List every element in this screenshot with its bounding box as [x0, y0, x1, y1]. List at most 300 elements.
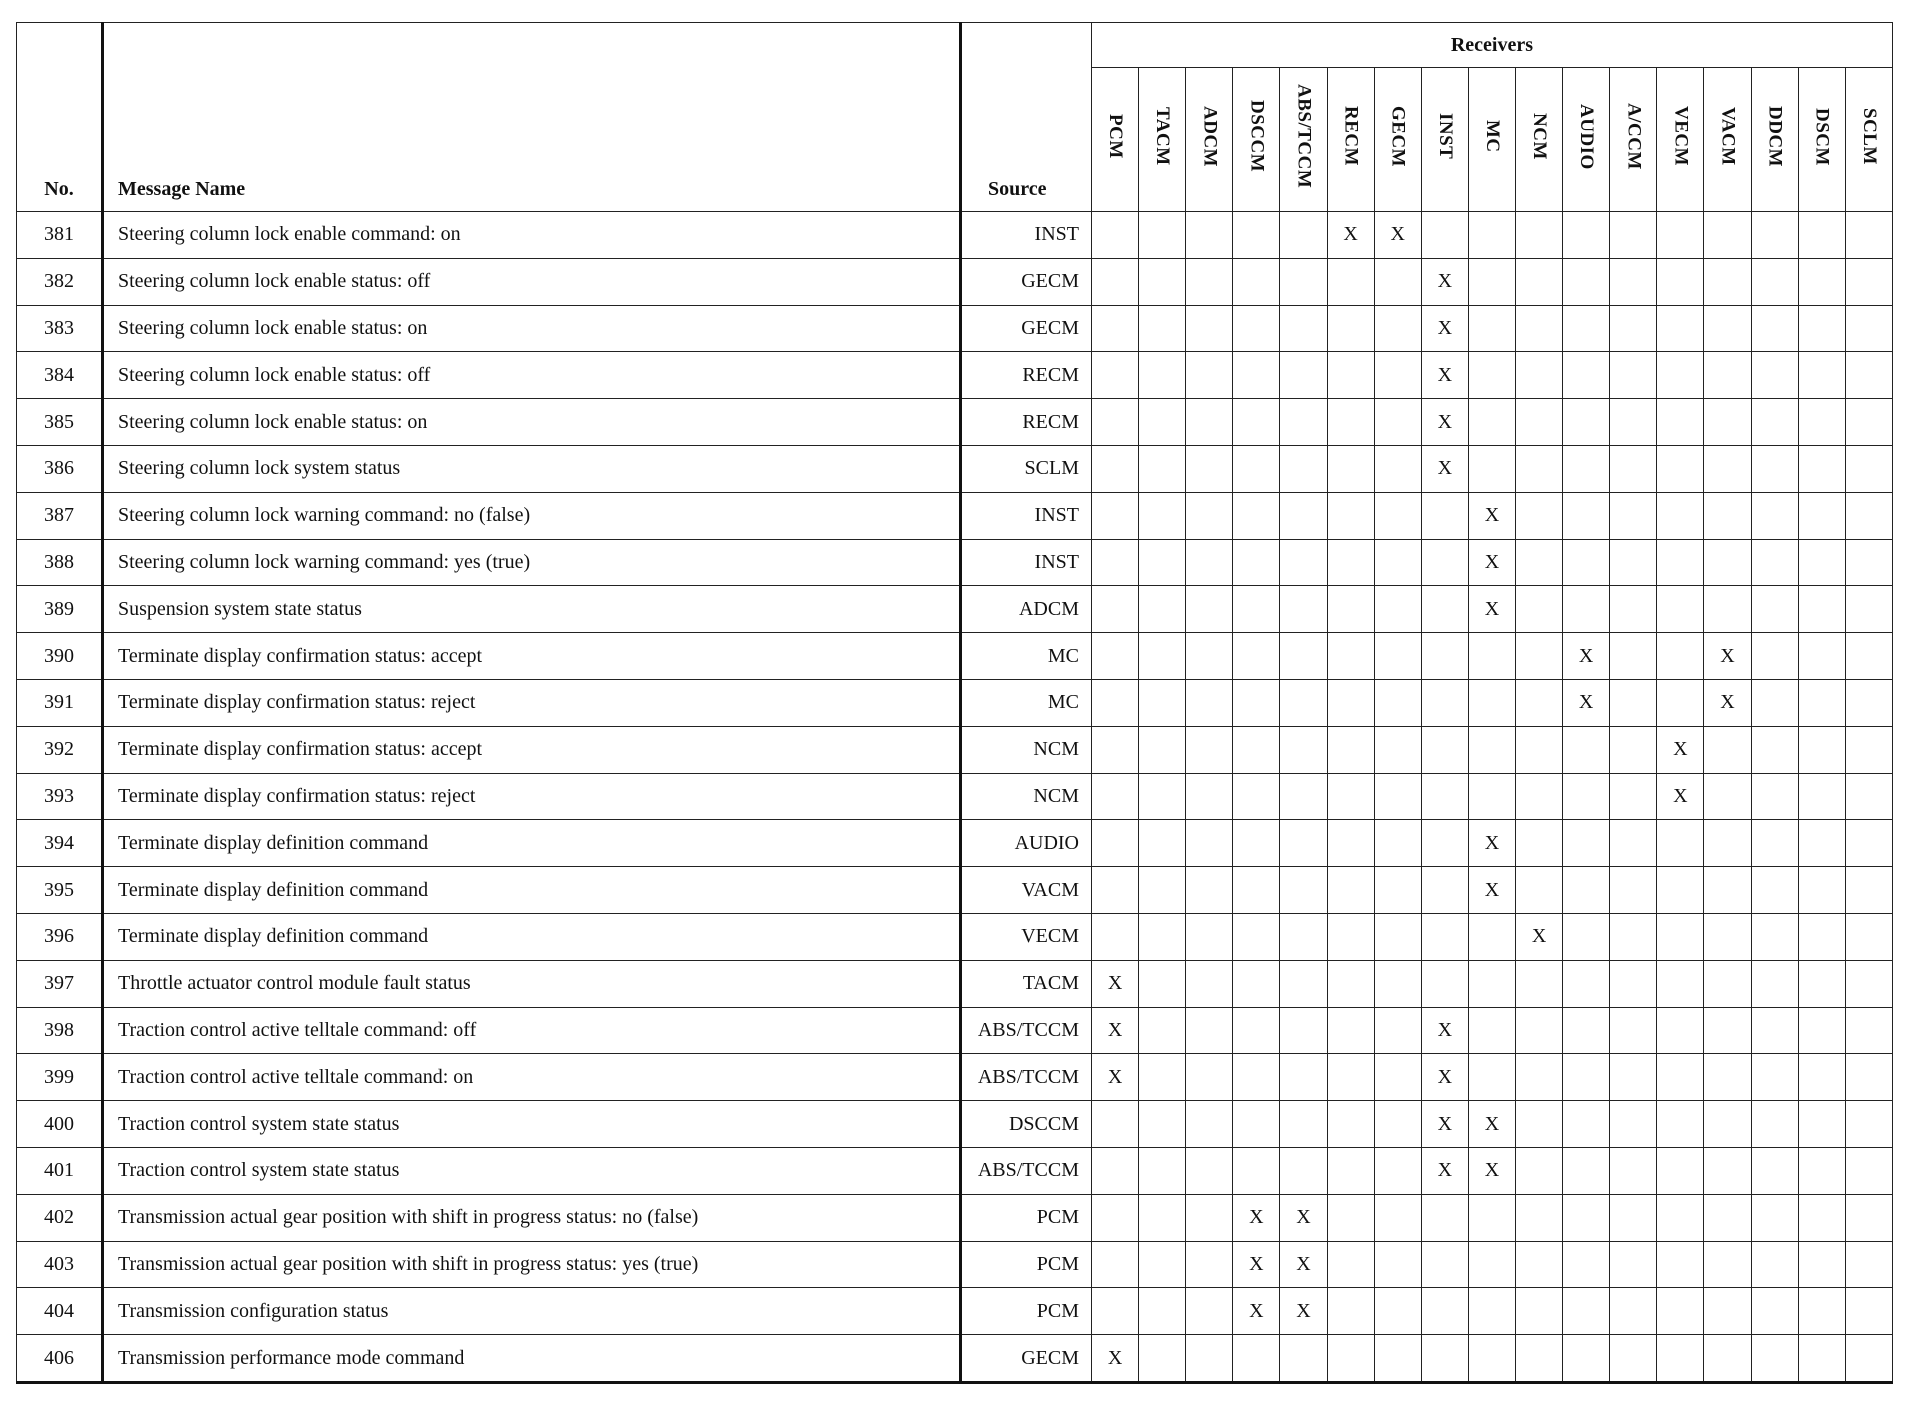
receiver-header-ddcm: [1751, 68, 1798, 212]
receiver-cell-abs-tccm: [1280, 258, 1327, 305]
table-row: [17, 1335, 1893, 1383]
table-row: [17, 586, 1893, 633]
receiver-cell-dscm: [1798, 773, 1845, 820]
receiver-cell-dscm: [1798, 1241, 1845, 1288]
receiver-cell-audio: [1563, 352, 1610, 399]
table-body: [17, 212, 1893, 1383]
receiver-cell-dscm: [1798, 352, 1845, 399]
receiver-cell-audio: [1563, 586, 1610, 633]
receiver-cell-abs-tccm: [1280, 1335, 1327, 1383]
receiver-cell-inst: [1421, 586, 1468, 633]
receiver-label: AUDIO: [1576, 103, 1598, 170]
receiver-cell-recm: [1327, 1241, 1374, 1288]
receiver-cell-mc: [1468, 679, 1515, 726]
receiver-cell-dscm: [1798, 212, 1845, 259]
receiver-cell-mc: X: [1468, 539, 1515, 586]
receiver-cell-vacm: [1704, 913, 1751, 960]
receiver-cell-inst: X: [1421, 1147, 1468, 1194]
receiver-cell-ddcm: [1751, 1054, 1798, 1101]
receiver-cell-vacm: [1704, 492, 1751, 539]
receiver-cell-abs-tccm: [1280, 867, 1327, 914]
receiver-cell-abs-tccm: [1280, 586, 1327, 633]
receiver-cell-adcm: [1186, 773, 1233, 820]
receiver-cell-tacm: [1139, 1241, 1186, 1288]
receiver-cell-vacm: [1704, 1241, 1751, 1288]
receiver-header-pcm: [1092, 68, 1139, 212]
row-number: 406: [17, 1335, 103, 1383]
receiver-cell-mc: [1468, 773, 1515, 820]
source-module: AUDIO: [961, 820, 1092, 867]
table-row: [17, 352, 1893, 399]
receiver-cell-inst: [1421, 212, 1468, 259]
receiver-cell-mc: [1468, 212, 1515, 259]
receiver-cell-pcm: [1092, 867, 1139, 914]
receiver-cell-a-ccm: [1610, 445, 1657, 492]
receiver-cell-ncm: [1515, 1241, 1562, 1288]
receiver-cell-sclm: [1845, 212, 1892, 259]
receiver-cell-audio: [1563, 726, 1610, 773]
receiver-cell-ddcm: [1751, 679, 1798, 726]
row-number: 399: [17, 1054, 103, 1101]
receiver-cell-a-ccm: [1610, 492, 1657, 539]
receiver-cell-inst: X: [1421, 1054, 1468, 1101]
receiver-cell-audio: [1563, 1007, 1610, 1054]
receiver-cell-a-ccm: [1610, 867, 1657, 914]
receiver-cell-ncm: [1515, 1335, 1562, 1383]
receiver-cell-dscm: [1798, 1335, 1845, 1383]
message-name: Terminate display definition command: [103, 913, 961, 960]
receiver-cell-ddcm: [1751, 913, 1798, 960]
receiver-cell-vacm: [1704, 352, 1751, 399]
receiver-cell-a-ccm: [1610, 1054, 1657, 1101]
receiver-cell-audio: [1563, 492, 1610, 539]
receiver-cell-dscm: [1798, 258, 1845, 305]
message-name: Traction control active telltale command: on: [103, 1054, 961, 1101]
receiver-label: RECM: [1340, 106, 1362, 167]
receiver-cell-ddcm: [1751, 633, 1798, 680]
receiver-cell-ddcm: [1751, 867, 1798, 914]
receiver-cell-ddcm: [1751, 305, 1798, 352]
receiver-cell-a-ccm: [1610, 305, 1657, 352]
receiver-cell-gecm: [1374, 1288, 1421, 1335]
receiver-cell-dsccm: X: [1233, 1288, 1280, 1335]
table-row: [17, 399, 1893, 446]
receiver-cell-pcm: [1092, 1241, 1139, 1288]
receiver-cell-abs-tccm: [1280, 679, 1327, 726]
receiver-cell-ncm: [1515, 1288, 1562, 1335]
receiver-cell-recm: [1327, 399, 1374, 446]
receiver-cell-audio: [1563, 820, 1610, 867]
receiver-cell-dsccm: [1233, 679, 1280, 726]
table-row: [17, 212, 1893, 259]
receiver-cell-pcm: [1092, 492, 1139, 539]
message-name: Transmission configuration status: [103, 1288, 961, 1335]
row-number: 393: [17, 773, 103, 820]
receiver-label: MC: [1481, 120, 1503, 153]
source-module: PCM: [961, 1194, 1092, 1241]
receiver-cell-vacm: [1704, 1101, 1751, 1148]
receiver-cell-abs-tccm: [1280, 726, 1327, 773]
table-row: [17, 867, 1893, 914]
source-module: PCM: [961, 1288, 1092, 1335]
table-row: [17, 913, 1893, 960]
receiver-cell-abs-tccm: X: [1280, 1194, 1327, 1241]
row-number: 381: [17, 212, 103, 259]
message-name: Terminate display definition command: [103, 867, 961, 914]
receiver-cell-vecm: [1657, 960, 1704, 1007]
receiver-cell-gecm: [1374, 1335, 1421, 1383]
receiver-cell-gecm: [1374, 820, 1421, 867]
receiver-cell-audio: [1563, 1241, 1610, 1288]
receiver-label: NCM: [1529, 113, 1551, 160]
receiver-cell-pcm: X: [1092, 1054, 1139, 1101]
receiver-cell-ddcm: [1751, 960, 1798, 1007]
receiver-cell-sclm: [1845, 492, 1892, 539]
receiver-cell-mc: X: [1468, 820, 1515, 867]
row-number: 397: [17, 960, 103, 1007]
receiver-cell-mc: X: [1468, 1101, 1515, 1148]
receiver-cell-a-ccm: [1610, 1101, 1657, 1148]
receiver-cell-gecm: [1374, 492, 1421, 539]
receiver-cell-vecm: [1657, 1054, 1704, 1101]
receiver-label: TACM: [1152, 107, 1174, 166]
receiver-header-sclm: [1845, 68, 1892, 212]
receiver-cell-abs-tccm: [1280, 445, 1327, 492]
row-number: 385: [17, 399, 103, 446]
receiver-cell-gecm: [1374, 1241, 1421, 1288]
source-module: ABS/TCCM: [961, 1054, 1092, 1101]
receiver-cell-tacm: [1139, 1101, 1186, 1148]
receiver-cell-a-ccm: [1610, 1007, 1657, 1054]
receiver-cell-gecm: [1374, 867, 1421, 914]
receiver-cell-dsccm: [1233, 1054, 1280, 1101]
source-module: ABS/TCCM: [961, 1007, 1092, 1054]
receiver-cell-adcm: [1186, 399, 1233, 446]
receiver-cell-dscm: [1798, 1288, 1845, 1335]
receiver-cell-dsccm: [1233, 960, 1280, 1007]
receiver-cell-dscm: [1798, 1147, 1845, 1194]
receiver-label: A/CCM: [1623, 103, 1645, 170]
receiver-cell-recm: [1327, 352, 1374, 399]
receiver-cell-adcm: [1186, 1101, 1233, 1148]
receiver-cell-audio: X: [1563, 633, 1610, 680]
row-number: 382: [17, 258, 103, 305]
receiver-cell-ncm: [1515, 258, 1562, 305]
receiver-cell-dscm: [1798, 633, 1845, 680]
receiver-cell-tacm: [1139, 1335, 1186, 1383]
receiver-cell-abs-tccm: [1280, 399, 1327, 446]
receiver-cell-recm: [1327, 1101, 1374, 1148]
receiver-cell-ddcm: [1751, 586, 1798, 633]
receiver-cell-a-ccm: [1610, 212, 1657, 259]
receiver-cell-ncm: X: [1515, 913, 1562, 960]
receiver-cell-sclm: [1845, 445, 1892, 492]
receiver-cell-tacm: [1139, 960, 1186, 1007]
receiver-cell-ncm: [1515, 1007, 1562, 1054]
receiver-cell-mc: X: [1468, 586, 1515, 633]
receiver-cell-tacm: [1139, 1147, 1186, 1194]
receiver-cell-vecm: [1657, 820, 1704, 867]
receiver-cell-recm: [1327, 445, 1374, 492]
source-module: MC: [961, 633, 1092, 680]
receiver-cell-dsccm: [1233, 258, 1280, 305]
receiver-cell-sclm: [1845, 1288, 1892, 1335]
receiver-cell-ddcm: [1751, 1241, 1798, 1288]
receiver-cell-vacm: [1704, 539, 1751, 586]
receiver-header-abs-tccm: [1280, 68, 1327, 212]
receiver-cell-dsccm: [1233, 1101, 1280, 1148]
receiver-cell-adcm: [1186, 492, 1233, 539]
receiver-label: DSCM: [1811, 107, 1833, 166]
receiver-cell-vecm: [1657, 867, 1704, 914]
receiver-cell-audio: [1563, 1101, 1610, 1148]
receiver-label: DSCCM: [1246, 100, 1268, 173]
receiver-cell-abs-tccm: [1280, 305, 1327, 352]
receiver-cell-recm: [1327, 305, 1374, 352]
receiver-header-adcm: [1186, 68, 1233, 212]
message-name: Terminate display confirmation status: accept: [103, 726, 961, 773]
receiver-cell-gecm: [1374, 258, 1421, 305]
receiver-cell-pcm: [1092, 586, 1139, 633]
receiver-cell-vacm: [1704, 258, 1751, 305]
receiver-cell-mc: [1468, 1335, 1515, 1383]
receiver-cell-a-ccm: [1610, 773, 1657, 820]
receiver-cell-audio: [1563, 1335, 1610, 1383]
message-name: Steering column lock enable status: off: [103, 258, 961, 305]
receiver-cell-gecm: [1374, 445, 1421, 492]
receiver-cell-inst: [1421, 679, 1468, 726]
receiver-cell-abs-tccm: [1280, 539, 1327, 586]
receiver-cell-adcm: [1186, 679, 1233, 726]
receiver-label: VACM: [1717, 107, 1739, 166]
receiver-cell-recm: [1327, 960, 1374, 1007]
receiver-cell-dscm: [1798, 445, 1845, 492]
receiver-cell-adcm: [1186, 913, 1233, 960]
receiver-cell-sclm: [1845, 773, 1892, 820]
receiver-cell-abs-tccm: [1280, 352, 1327, 399]
receiver-cell-gecm: [1374, 913, 1421, 960]
receiver-cell-sclm: [1845, 399, 1892, 446]
receiver-cell-mc: [1468, 1288, 1515, 1335]
receiver-cell-tacm: [1139, 445, 1186, 492]
receiver-cell-pcm: [1092, 445, 1139, 492]
receiver-cell-vacm: [1704, 445, 1751, 492]
receiver-cell-dsccm: [1233, 586, 1280, 633]
receiver-cell-mc: [1468, 913, 1515, 960]
receiver-cell-recm: [1327, 1147, 1374, 1194]
receiver-cell-pcm: [1092, 773, 1139, 820]
receiver-cell-ncm: [1515, 1147, 1562, 1194]
receiver-cell-audio: [1563, 445, 1610, 492]
receiver-cell-adcm: [1186, 1241, 1233, 1288]
receiver-cell-ddcm: [1751, 399, 1798, 446]
row-number: 384: [17, 352, 103, 399]
receiver-cell-sclm: [1845, 539, 1892, 586]
receiver-cell-sclm: [1845, 820, 1892, 867]
receiver-cell-gecm: [1374, 1147, 1421, 1194]
message-name: Transmission actual gear position with shift in progress status: yes (true): [103, 1241, 961, 1288]
receiver-header-a-ccm: [1610, 68, 1657, 212]
receiver-cell-a-ccm: [1610, 1241, 1657, 1288]
receiver-cell-sclm: [1845, 1101, 1892, 1148]
source-module: TACM: [961, 960, 1092, 1007]
receiver-header-vacm: [1704, 68, 1751, 212]
receiver-cell-vecm: [1657, 1335, 1704, 1383]
receiver-cell-tacm: [1139, 212, 1186, 259]
col-header-source: Source: [961, 23, 1092, 212]
receiver-cell-pcm: [1092, 212, 1139, 259]
receiver-cell-ncm: [1515, 492, 1562, 539]
receiver-cell-audio: [1563, 258, 1610, 305]
receiver-header-dscm: [1798, 68, 1845, 212]
receiver-cell-tacm: [1139, 773, 1186, 820]
row-number: 387: [17, 492, 103, 539]
receiver-cell-ncm: [1515, 1194, 1562, 1241]
row-number: 386: [17, 445, 103, 492]
receiver-cell-a-ccm: [1610, 1288, 1657, 1335]
receiver-cell-pcm: [1092, 1101, 1139, 1148]
receiver-cell-audio: [1563, 1288, 1610, 1335]
row-number: 388: [17, 539, 103, 586]
receiver-cell-tacm: [1139, 1288, 1186, 1335]
message-name: Traction control active telltale command: off: [103, 1007, 961, 1054]
receiver-cell-vecm: [1657, 539, 1704, 586]
message-name: Terminate display confirmation status: accept: [103, 633, 961, 680]
receiver-cell-audio: [1563, 1194, 1610, 1241]
source-module: INST: [961, 212, 1092, 259]
receiver-cell-pcm: [1092, 1194, 1139, 1241]
receiver-label: PCM: [1105, 114, 1127, 159]
receiver-cell-gecm: [1374, 726, 1421, 773]
receiver-header-inst: [1421, 68, 1468, 212]
receiver-cell-dsccm: [1233, 1007, 1280, 1054]
message-name: Steering column lock system status: [103, 445, 961, 492]
receiver-cell-vecm: [1657, 586, 1704, 633]
receiver-cell-abs-tccm: [1280, 492, 1327, 539]
receiver-label: ABS/TCCM: [1293, 84, 1315, 189]
receiver-cell-vecm: [1657, 1147, 1704, 1194]
receiver-cell-recm: [1327, 913, 1374, 960]
receiver-cell-vecm: [1657, 1007, 1704, 1054]
receiver-cell-mc: [1468, 726, 1515, 773]
source-module: ABS/TCCM: [961, 1147, 1092, 1194]
receiver-cell-ncm: [1515, 445, 1562, 492]
row-number: 400: [17, 1101, 103, 1148]
receiver-cell-dsccm: [1233, 492, 1280, 539]
receiver-cell-ddcm: [1751, 539, 1798, 586]
receiver-cell-inst: [1421, 1194, 1468, 1241]
receiver-cell-pcm: [1092, 539, 1139, 586]
receiver-cell-vecm: X: [1657, 726, 1704, 773]
receiver-cell-a-ccm: [1610, 820, 1657, 867]
receiver-cell-recm: [1327, 1194, 1374, 1241]
receiver-cell-gecm: [1374, 539, 1421, 586]
message-name: Terminate display confirmation status: reject: [103, 773, 961, 820]
receiver-cell-recm: [1327, 820, 1374, 867]
receiver-cell-ddcm: [1751, 445, 1798, 492]
row-number: 395: [17, 867, 103, 914]
table-row: [17, 960, 1893, 1007]
receiver-cell-vacm: [1704, 399, 1751, 446]
receiver-cell-vecm: [1657, 633, 1704, 680]
receiver-cell-mc: [1468, 1054, 1515, 1101]
row-number: 398: [17, 1007, 103, 1054]
receiver-cell-sclm: [1845, 1054, 1892, 1101]
receiver-cell-vecm: [1657, 492, 1704, 539]
receiver-cell-adcm: [1186, 1288, 1233, 1335]
receiver-cell-mc: [1468, 960, 1515, 1007]
row-number: 403: [17, 1241, 103, 1288]
receiver-cell-a-ccm: [1610, 633, 1657, 680]
receiver-cell-pcm: [1092, 679, 1139, 726]
receiver-cell-dsccm: [1233, 1335, 1280, 1383]
receiver-cell-gecm: [1374, 1054, 1421, 1101]
receiver-cell-ncm: [1515, 212, 1562, 259]
receiver-cell-ddcm: [1751, 1335, 1798, 1383]
receiver-cell-mc: [1468, 1007, 1515, 1054]
receiver-cell-a-ccm: [1610, 1194, 1657, 1241]
receiver-cell-vacm: [1704, 212, 1751, 259]
source-module: MC: [961, 679, 1092, 726]
receiver-cell-gecm: [1374, 1194, 1421, 1241]
receiver-cell-pcm: X: [1092, 1007, 1139, 1054]
receiver-cell-pcm: [1092, 258, 1139, 305]
receiver-cell-ddcm: [1751, 820, 1798, 867]
row-number: 389: [17, 586, 103, 633]
receiver-cell-dsccm: X: [1233, 1241, 1280, 1288]
receiver-cell-inst: [1421, 913, 1468, 960]
receiver-cell-inst: [1421, 633, 1468, 680]
receiver-cell-ncm: [1515, 1101, 1562, 1148]
receiver-cell-vacm: [1704, 1147, 1751, 1194]
table-row: [17, 1241, 1893, 1288]
message-name: Steering column lock enable status: on: [103, 305, 961, 352]
receiver-cell-tacm: [1139, 1007, 1186, 1054]
receiver-cell-dsccm: X: [1233, 1194, 1280, 1241]
receiver-cell-inst: [1421, 1288, 1468, 1335]
receiver-cell-abs-tccm: [1280, 820, 1327, 867]
source-module: VACM: [961, 867, 1092, 914]
receiver-cell-inst: X: [1421, 1101, 1468, 1148]
source-module: GECM: [961, 305, 1092, 352]
receiver-cell-abs-tccm: [1280, 773, 1327, 820]
receiver-cell-vacm: [1704, 1054, 1751, 1101]
table-row: [17, 1101, 1893, 1148]
receiver-cell-vacm: X: [1704, 679, 1751, 726]
receiver-cell-dscm: [1798, 679, 1845, 726]
receiver-cell-dscm: [1798, 726, 1845, 773]
receiver-cell-ncm: [1515, 773, 1562, 820]
receiver-cell-sclm: [1845, 726, 1892, 773]
receiver-cell-ncm: [1515, 305, 1562, 352]
receiver-cell-adcm: [1186, 820, 1233, 867]
source-module: NCM: [961, 773, 1092, 820]
receiver-cell-dscm: [1798, 913, 1845, 960]
receiver-cell-vecm: X: [1657, 773, 1704, 820]
receiver-cell-audio: [1563, 305, 1610, 352]
receiver-cell-adcm: [1186, 1147, 1233, 1194]
receiver-cell-tacm: [1139, 1194, 1186, 1241]
source-module: INST: [961, 492, 1092, 539]
receiver-cell-recm: [1327, 726, 1374, 773]
receiver-cell-dscm: [1798, 960, 1845, 1007]
receiver-cell-ddcm: [1751, 1194, 1798, 1241]
col-header-receivers: Receivers: [1092, 23, 1893, 68]
receiver-cell-adcm: [1186, 1007, 1233, 1054]
receiver-cell-ddcm: [1751, 258, 1798, 305]
receiver-cell-recm: [1327, 492, 1374, 539]
receiver-cell-vacm: [1704, 820, 1751, 867]
